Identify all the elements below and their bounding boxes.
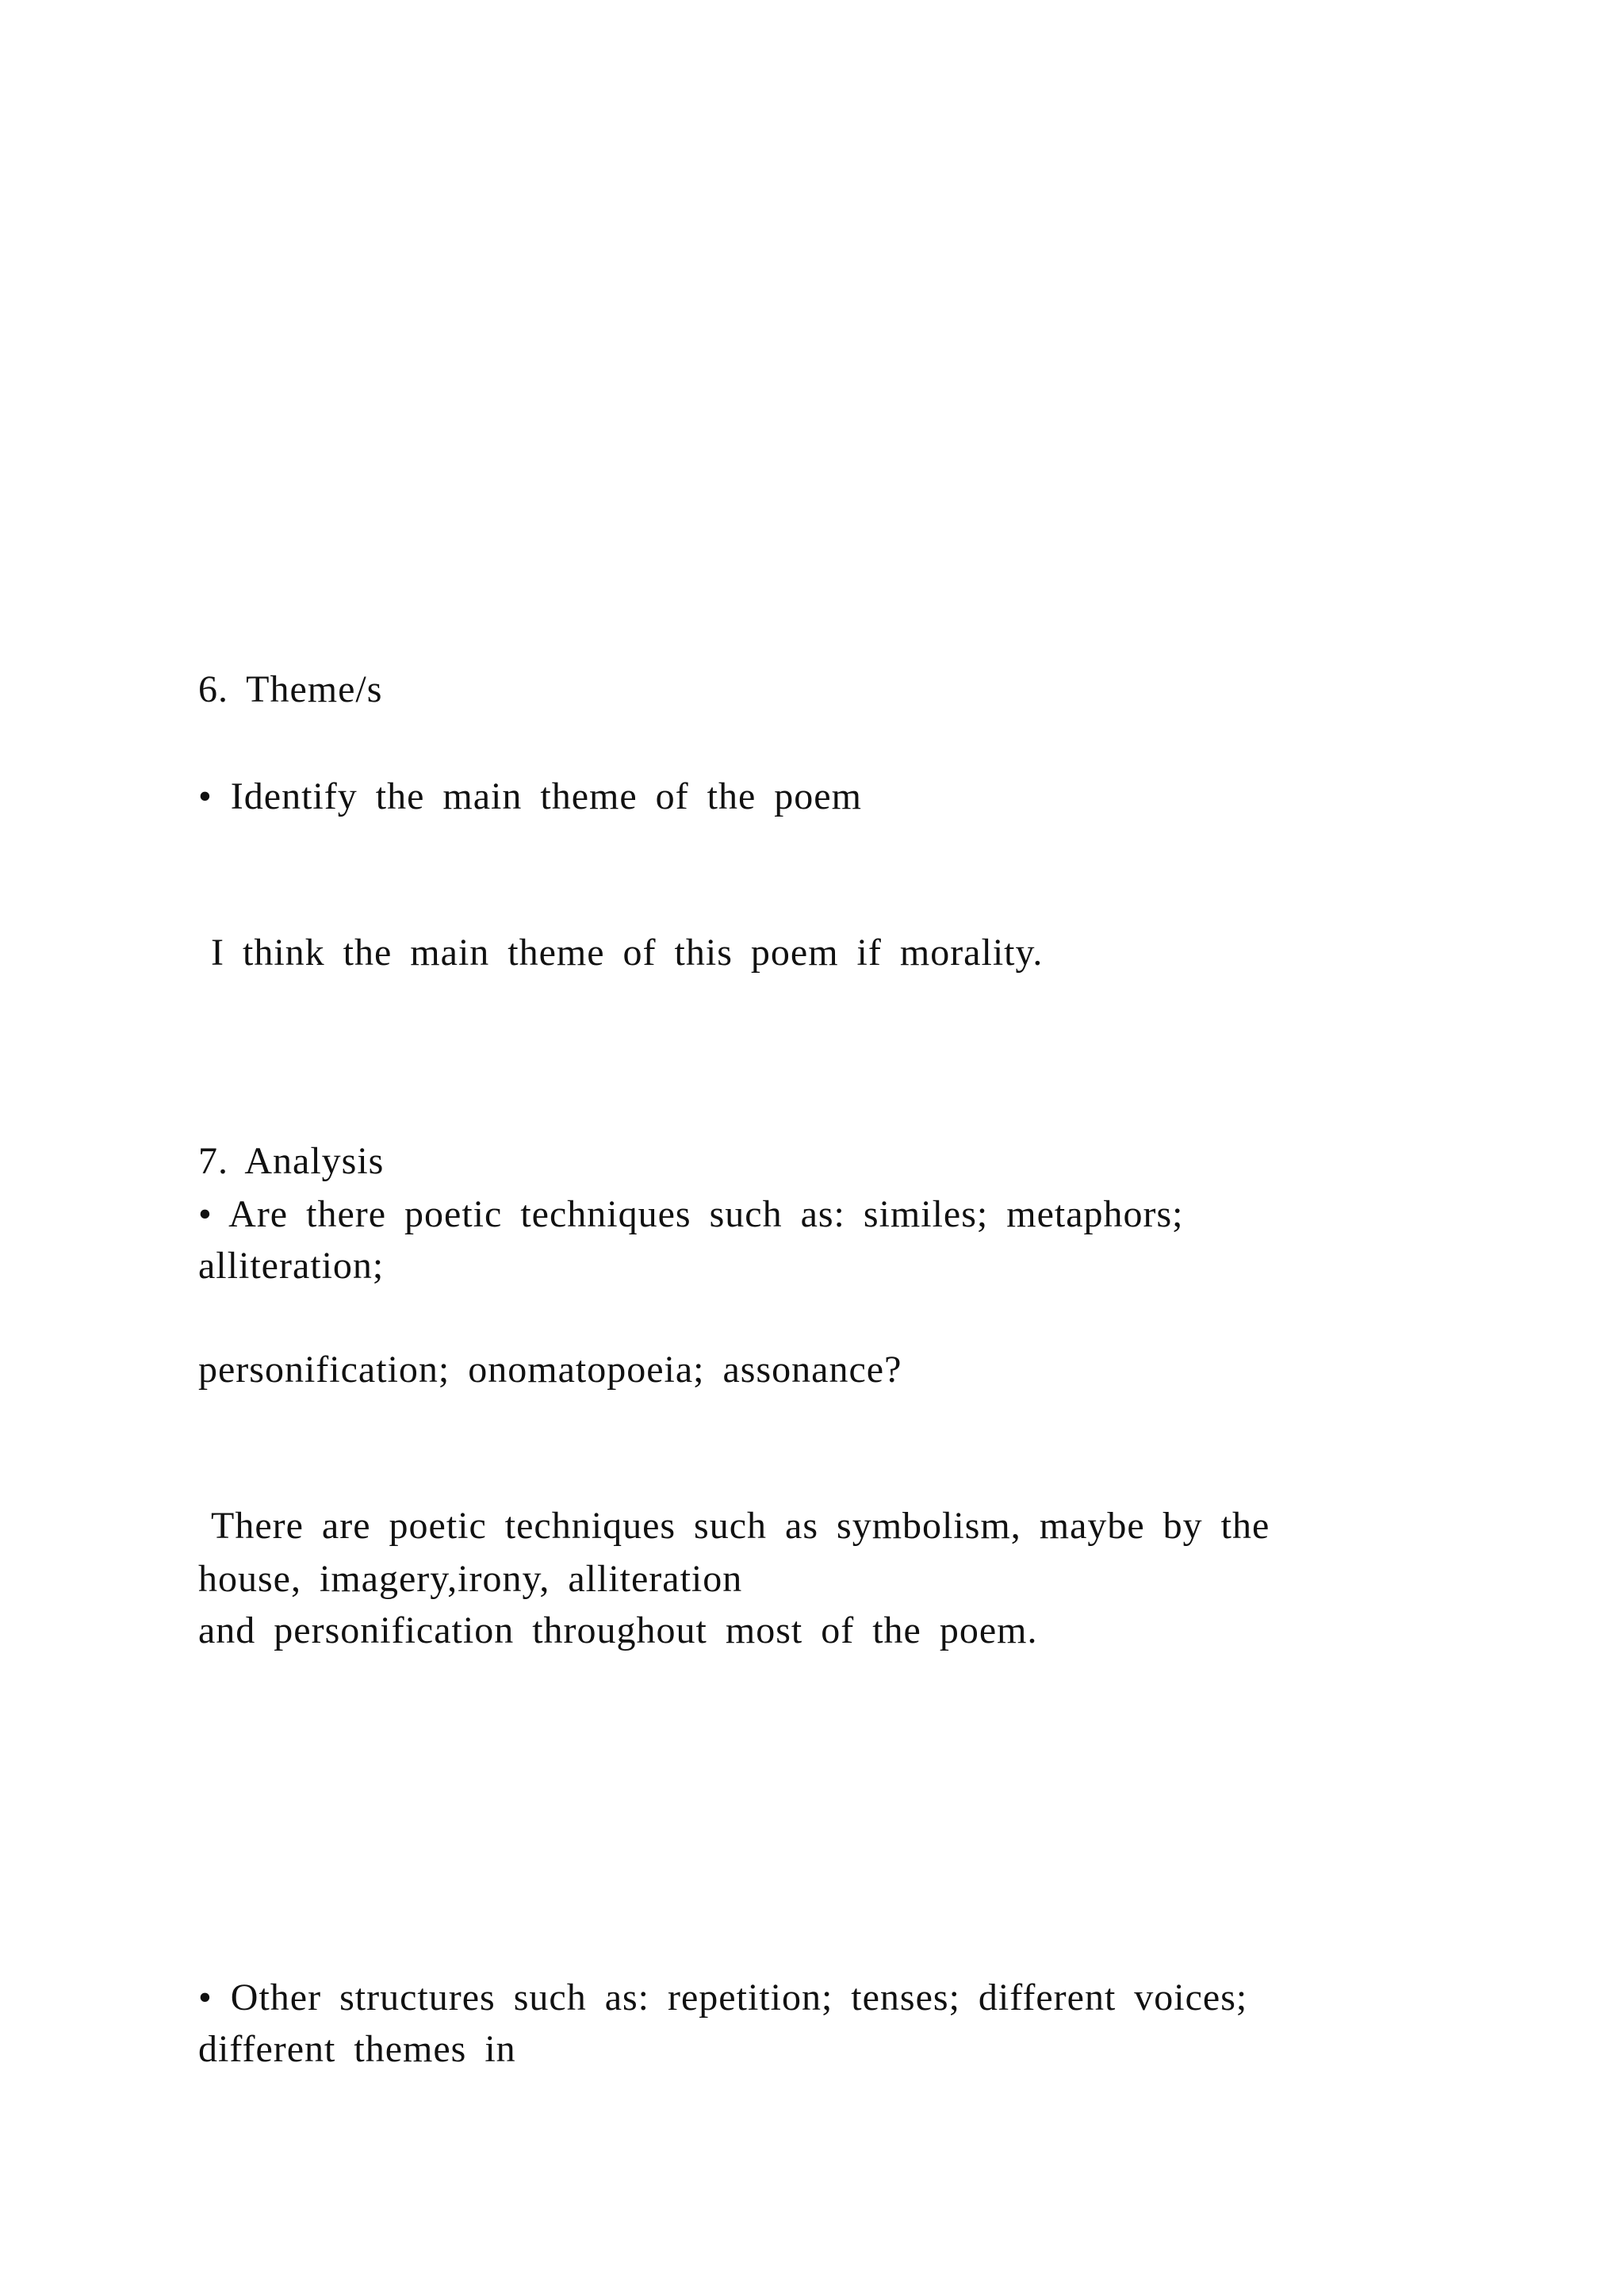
section-6-heading: 6. Theme/s (198, 668, 383, 710)
section-7-answer-line-3: and personification throughout most of the poem. (198, 1609, 1038, 1651)
section-7-other-structures-line-2: different themes in (198, 2028, 516, 2070)
section-7-prompt-line-1: • Are there poetic techniques such as: similes; metaphors; (198, 1193, 1184, 1235)
section-6-answer: I think the main theme of this poem if morality. (211, 932, 1044, 974)
section-7-answer-line-1: There are poetic techniques such as symbolism, maybe by the (211, 1505, 1270, 1547)
section-7-prompt-line-2: alliteration; (198, 1245, 385, 1287)
section-6-prompt: • Identify the main theme of the poem (198, 775, 862, 817)
section-7-other-structures-line-1: • Other structures such as: repetition; tenses; different voices; (198, 1976, 1248, 2019)
section-7-answer-line-2: house, imagery,irony, alliteration (198, 1558, 743, 1600)
section-7-heading: 7. Analysis (198, 1140, 385, 1182)
section-7-prompt-line-3: personification; onomatopoeia; assonance? (198, 1349, 902, 1391)
